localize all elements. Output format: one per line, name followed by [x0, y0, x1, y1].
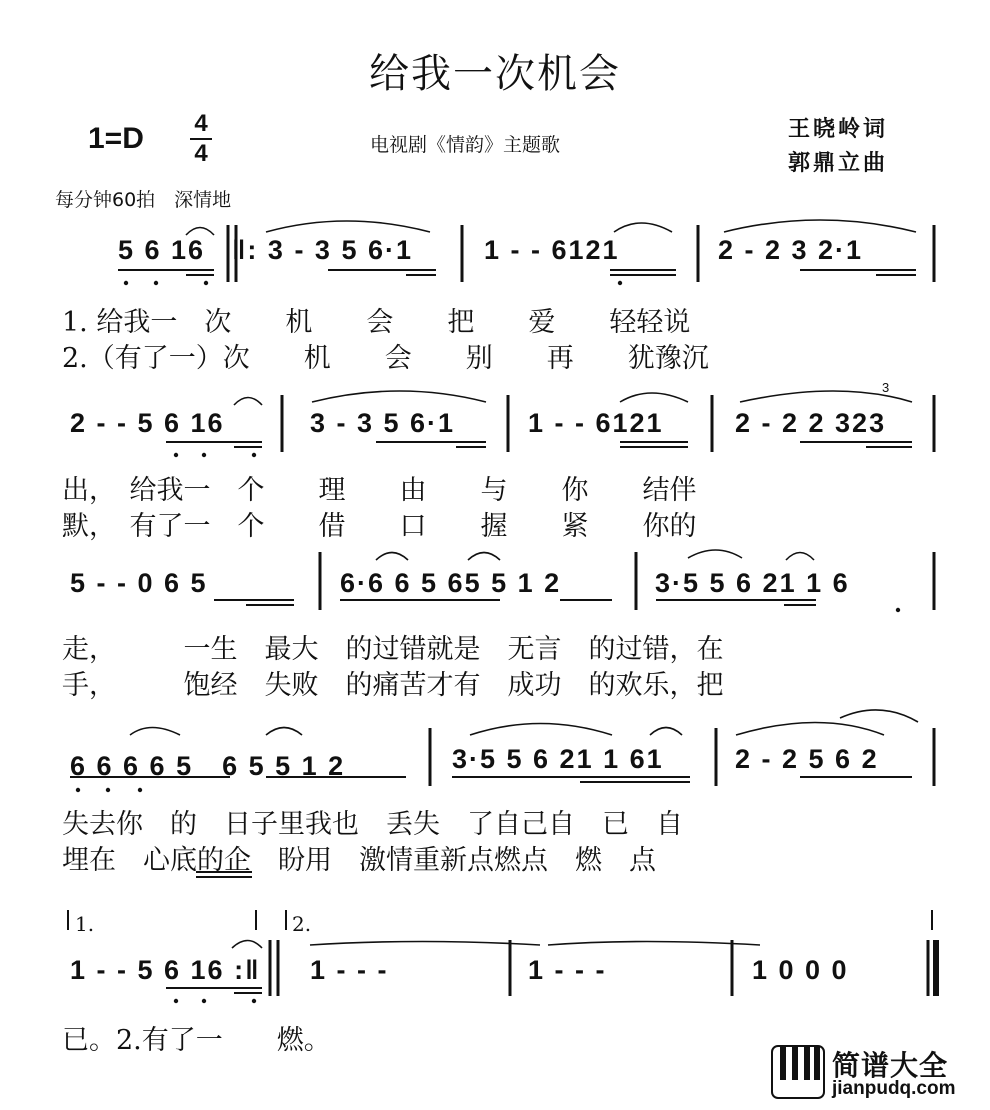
measure: 1 - - - [528, 955, 607, 985]
measure: 1 - - 6121 [484, 235, 620, 265]
time-signature-bottom: 4 [194, 140, 208, 167]
measure: 6 6 6 6 5 6 5 5 1 2 [70, 751, 346, 781]
volta-1-label: 1. [75, 912, 95, 936]
tempo-marking: 每分钟60拍 深情地 [55, 189, 232, 211]
volta-2-label: 2. [292, 912, 312, 936]
lyric-line: 手， 饱经 失败 的痛苦才有 成功 的欢乐，把 [62, 670, 724, 701]
lyric-line: 已。2.有了一 燃。 [62, 1025, 331, 1056]
triplet-mark [882, 380, 889, 395]
lyric-line: 默， 有了一 个 借 口 握 紧 你的 [62, 511, 697, 542]
measure: 1 - - 5 6 16 :‖ [70, 955, 261, 985]
lyric-line: 走， 一生 最大 的过错就是 无言 的过错，在 [62, 634, 724, 665]
measure: 2 - 2 5 6 2 [735, 744, 879, 774]
measure: 5 6 16 [118, 235, 206, 265]
svg-text:3: 3 [882, 380, 890, 395]
volta-brackets [68, 910, 932, 930]
bar-lines [228, 225, 936, 996]
measure: 3 - 3 5 6·1 [310, 408, 456, 438]
lyric-line: 出， 给我一 个 理 由 与 你 结伴 [62, 475, 697, 506]
lyric-line: 失去你 的 日子里我也 丢失 了自己自 已 自 [62, 809, 683, 840]
beam-underlines [70, 270, 916, 993]
lyric-line: 2.（有了一）次 机 会 别 再 犹豫沉 [62, 343, 709, 374]
measure: ‖: 3 - 3 5 6·1 [232, 235, 413, 265]
key-signature: 1=D [88, 122, 144, 155]
song-title: 给我一次机会 [369, 51, 621, 97]
lyric-line: 埋在 心底的企 盼用 激情重新点燃点 燃 点 [62, 845, 656, 876]
watermark-url: jianpudq.com [832, 1078, 956, 1099]
measure: 2 - - 5 6 16 [70, 408, 225, 438]
measure: 5 - - 0 6 5 [70, 568, 208, 598]
watermark-brand: 简谱大全 [832, 1049, 949, 1082]
octave-dots [76, 281, 900, 1003]
measure: 2 - 2 2 323 [735, 408, 887, 438]
measure: 1 0 0 0 [752, 955, 849, 985]
subtitle: 电视剧《情韵》主题歌 [370, 134, 561, 156]
measure: 1 - - - [310, 955, 389, 985]
measure: 3·5 5 6 21 1 61 [452, 744, 664, 774]
lyric-line: 1. 给我一 次 机 会 把 爱 轻轻说 [62, 307, 691, 338]
measure: 1 - - 6121 [528, 408, 664, 438]
composer-credit: 郭鼎立曲 [788, 151, 889, 176]
piano-keys-icon [770, 1044, 826, 1100]
lyricist-credit: 王晓岭词 [788, 117, 889, 142]
watermark [770, 1044, 970, 1100]
slurs [130, 220, 918, 948]
measure: 3·5 5 6 21 1 6 [655, 568, 850, 598]
measure: 2 - 2 3 2·1 [718, 235, 864, 265]
time-signature-top: 4 [194, 110, 208, 137]
measure: 6·6 6 5 65 5 1 2 [340, 568, 562, 598]
